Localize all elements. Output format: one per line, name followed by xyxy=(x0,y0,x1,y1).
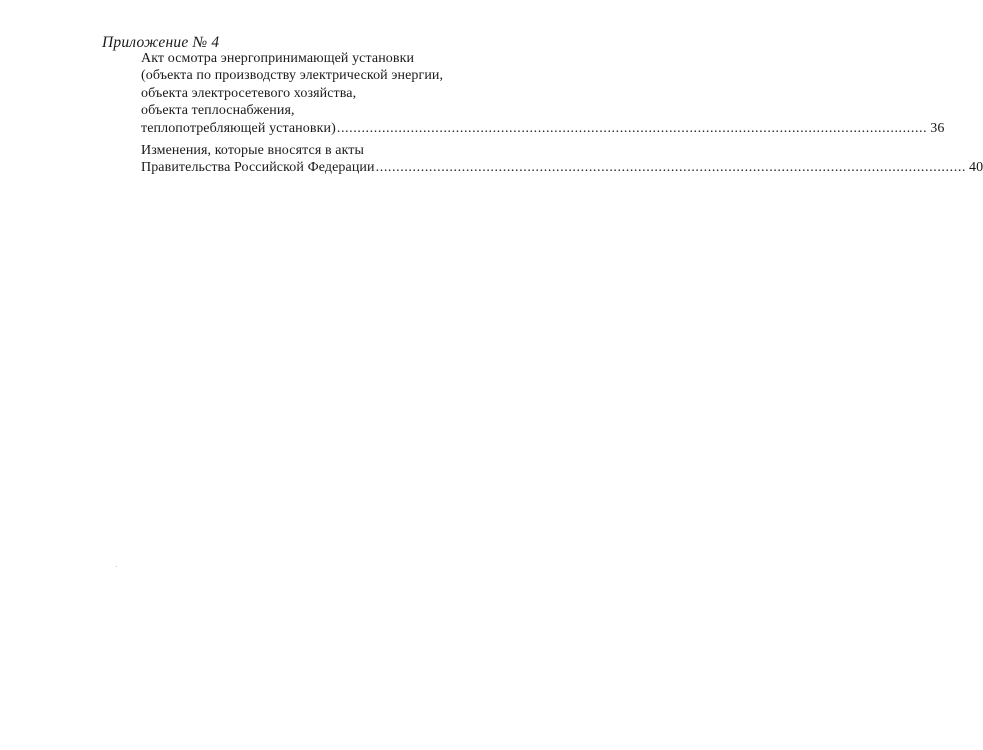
toc-entry-last-line xyxy=(141,120,945,137)
dot-leader: ................................................................................................................................................ xyxy=(336,120,928,136)
toc-entry-line: объекта теплоснабжения, xyxy=(141,103,295,119)
toc-entry-title-end: Правительства Российской Федерации xyxy=(141,160,375,176)
toc-entry-line: (объекта по производству электрической энергии, xyxy=(141,68,444,84)
dot-leader: ................................................................................................................................................ xyxy=(375,160,967,176)
toc-entry xyxy=(141,142,983,177)
toc-page-number: 36 xyxy=(930,120,945,136)
appendix-heading: Приложение № 4 xyxy=(102,34,220,51)
toc-entry-line: объекта электросетевого хозяйства, xyxy=(141,85,357,101)
toc-entry-line: Акт осмотра энергопринимающей установки xyxy=(141,51,415,66)
toc-entry-line: Изменения, которые вносятся в акты xyxy=(141,143,365,158)
toc-page-number: 40 xyxy=(969,160,983,176)
scan-speck xyxy=(116,566,117,567)
toc-entry xyxy=(141,50,945,137)
toc-entry-title-end: теплопотребляющей установки) xyxy=(141,120,336,136)
toc-entry-last-line xyxy=(141,159,983,176)
